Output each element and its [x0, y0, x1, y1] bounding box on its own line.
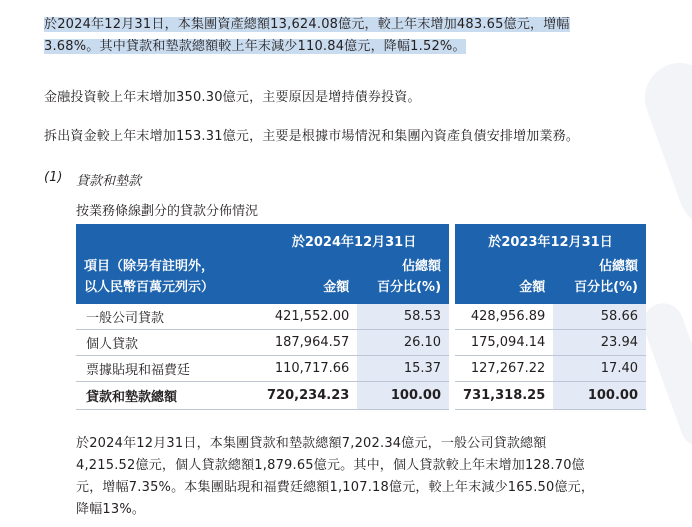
- header-amount-2023: 金額: [452, 256, 553, 304]
- paragraph-loans-summary: [76, 433, 656, 521]
- total-pct-2024: 100.00: [357, 382, 452, 410]
- total-amount-2023: 731,318.25: [452, 382, 553, 410]
- table-subheader-row: [76, 256, 646, 304]
- highlighted-text: 3.68%。其中貸款和墊款總額較上年末減少110.84億元，降幅1.52%。: [44, 39, 466, 54]
- row-label: 票據貼現和福費廷: [76, 356, 259, 382]
- cell-amount-2024: 187,964.57: [259, 330, 357, 356]
- header-period-2024: 於2024年12月31日: [259, 224, 452, 256]
- cell-amount-2023: 127,267.22: [452, 356, 553, 382]
- header-pct-line1: 佔總額: [598, 259, 638, 274]
- paragraph-line: 4,215.52億元，個人貸款總額1,879.65億元。其中，個人貸款較上年末增加128.70億: [76, 458, 585, 473]
- header-item: [76, 256, 259, 304]
- cell-amount-2024: 421,552.00: [259, 304, 357, 330]
- highlighted-text: 於2024年12月31日，本集團資產總額13,624.08億元，較上年末增加483.65億元，增幅: [44, 17, 570, 32]
- cell-pct-2023: 17.40: [553, 356, 646, 382]
- cell-amount-2023: 428,956.89: [452, 304, 553, 330]
- paragraph-line: 元，增幅7.35%。本集團貼現和福費廷總額1,107.18億元，較上年末減少165.50億元，: [76, 480, 595, 495]
- header-period-2023: 於2023年12月31日: [452, 224, 646, 256]
- header-amount-2024: 金額: [259, 256, 357, 304]
- row-label: 一般公司貸款: [76, 304, 259, 330]
- header-item-line2: 以人民幣百萬元列示）: [84, 280, 215, 295]
- header-pct-2023: [553, 256, 646, 304]
- total-amount-2024: 720,234.23: [259, 382, 357, 410]
- table-total-row: [76, 382, 646, 410]
- cell-pct-2024: 26.10: [357, 330, 452, 356]
- section-title: 貸款和墊款: [76, 174, 142, 189]
- header-pct-line1: 佔總額: [402, 259, 442, 274]
- background-decoration: [635, 53, 692, 237]
- cell-amount-2023: 175,094.14: [452, 330, 553, 356]
- header-pct-line2: 百分比(%): [574, 280, 638, 295]
- table-row: [76, 330, 646, 356]
- paragraph-line: 降幅13%。: [76, 502, 146, 517]
- cell-pct-2024: 58.53: [357, 304, 452, 330]
- paragraph-financial-investment: 金融投資較上年末增加350.30億元，主要原因是增持債券投資。: [44, 90, 421, 105]
- paragraph-placements: 拆出資金較上年末增加153.31億元，主要是根據市場情況和集團內資產負債安排增加業務。: [44, 129, 580, 144]
- total-pct-2023: 100.00: [553, 382, 646, 410]
- cell-amount-2024: 110,717.66: [259, 356, 357, 382]
- header-item-line1: 項目（除另有註明外，: [84, 259, 215, 274]
- cell-pct-2023: 23.94: [553, 330, 646, 356]
- table-row: [76, 356, 646, 382]
- table-row: [76, 304, 646, 330]
- section-number: (1): [44, 170, 63, 185]
- row-label: 個人貸款: [76, 330, 259, 356]
- table-caption: 按業務條線劃分的貸款分佈情況: [76, 204, 259, 219]
- table-header-row: [76, 224, 646, 256]
- cell-pct-2024: 15.37: [357, 356, 452, 382]
- header-empty-cell: [76, 224, 259, 256]
- header-pct-line2: 百分比(%): [377, 280, 442, 295]
- total-label: 貸款和墊款總額: [76, 382, 259, 410]
- paragraph-total-assets: [44, 14, 654, 58]
- cell-pct-2023: 58.66: [553, 304, 646, 330]
- header-pct-2024: [357, 256, 452, 304]
- paragraph-line: 於2024年12月31日，本集團貸款和墊款總額7,202.34億元，一般公司貸款總額: [76, 436, 547, 451]
- loans-by-business-line-table: [76, 224, 646, 410]
